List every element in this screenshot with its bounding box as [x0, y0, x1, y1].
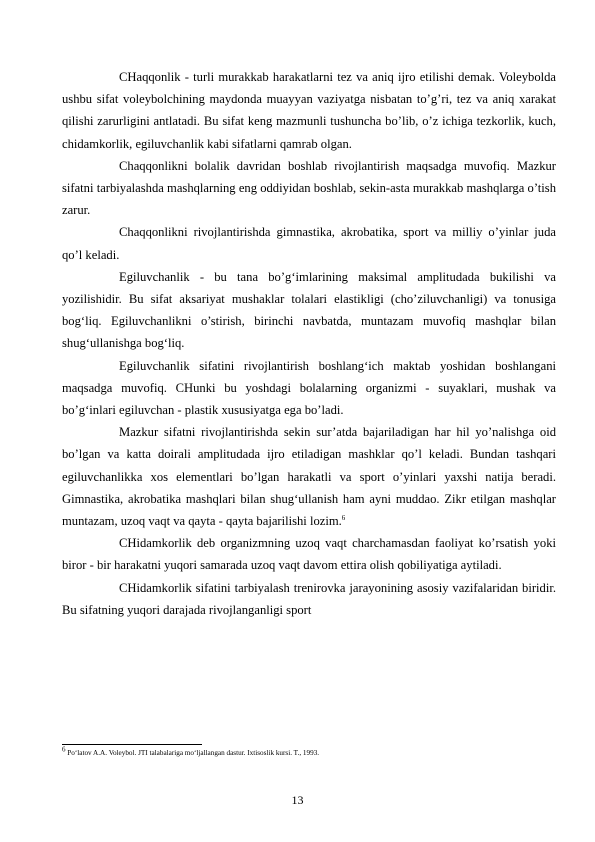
paragraph-flexibility-definition: Egiluvchanlik - bu tana bo’g‘imlarining maksimal amplitudada bukilishi va yozilishidir. Bu sifat aksariyat mushaklar tolalari elastikligi (cho’ziluvchanligi) va tonusiga bog‘liq. Egiluvchanlikni o’stirish, birinchi navbatda, muntazam muvofiq mashqlar bilan shug‘ullanishga bog‘liq. [62, 269, 556, 351]
paragraph-agility-childhood: Chaqqonlikni bolalik davridan boshlab rivojlantirish maqsadga muvofiq. Mazkur sifatni tarbiyalashda mashqlarning eng oddiyidan boshlab, sekin-asta murakkab mashqlarga o’tish zarur. [62, 158, 556, 218]
footnote-divider [62, 744, 202, 745]
paragraph-flexibility-exercises [62, 421, 556, 532]
footnote-reference: 6 [341, 513, 346, 522]
paragraph-endurance-training: CHidamkorlik sifatini tarbiyalash trenirovka jarayonining asosiy vazifalaridan biridir. Bu sifatning yuqori darajada rivojlanganligi sport [62, 580, 556, 617]
footnote-marker: 6 [62, 745, 66, 754]
body-text [62, 66, 556, 621]
footnote-text: Po‘latov A.A. Voleybol. JTI talabalariga mo‘ljallangan dastur. Ixtisoslik kursi. T., 1993. [67, 749, 320, 757]
page-number: 13 [291, 793, 304, 807]
paragraph-endurance-definition: CHidamkorlik deb organizmning uzoq vaqt charchamasdan faoliyat ko’rsatish yoki biror - bir harakatni yuqori samarada uzoq vaqt davom ettira olish qobiliyatiga aytiladi. [62, 536, 556, 573]
footnote [62, 745, 556, 758]
paragraph-agility-definition: CHaqqonlik - turli murakkab harakatlarni tez va aniq ijro etilishi demak. Voleybolda ushbu sifat voleybolchining maydonda muayyan vaziyatga nisbatan to’g’ri, tez va aniq xarakat qilishi zarurligini antlatadi. Bu sifat keng mazmunli tushuncha bo’lib, o’z ichiga tezkorlik, kuch, chidamkorlik, egiluvchanlik kabi sifatlarni qamrab olgan. [62, 70, 556, 151]
paragraph-flexibility-exercises-text: Mazkur sifatni rivojlantirishda sekin sur’atda bajariladigan har hil yo’nalishga oid bo’lgan va katta doirali amplitudada ijro etiladigan mashklar qo’l keladi. Bundan tashqari egiluvchanlikka xos elementlari bo’lgan harakatli va sport o’yinlari yaxshi natija beradi. Gimnastika, akrobatika mashqlari bilan shug‘ullanish ham ayni muddao. Zikr etilgan mashqlar muntazam, uzoq vaqt va qayta - qayta bajarilishi lozim. [62, 425, 556, 529]
paragraph-agility-gymnastics: Chaqqonlikni rivojlantirishda gimnastika, akrobatika, sport va milliy o’yinlar juda qo’l keladi. [62, 225, 556, 262]
paragraph-flexibility-school-age: Egiluvchanlik sifatini rivojlantirish boshlang‘ich maktab yoshidan boshlangani maqsadga muvofiq. CHunki bu yoshdagi bolalarning organizmi - suyaklari, mushak va bo’g‘inlari egiluvchan - plastik xususiyatga ega bo’ladi. [62, 358, 556, 418]
